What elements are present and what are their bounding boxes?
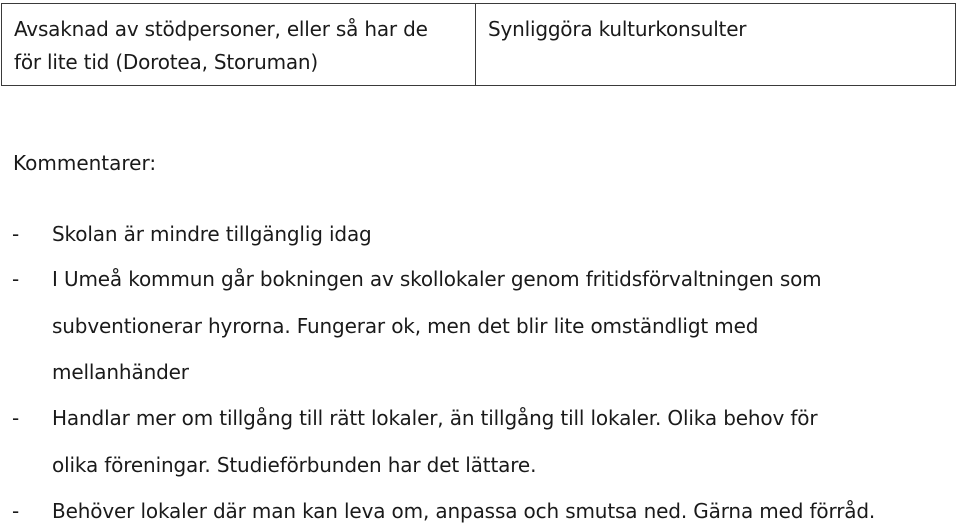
list-item-dash: - bbox=[12, 267, 20, 291]
list-item-line: olika föreningar. Studieförbunden har det lättare. bbox=[52, 453, 537, 477]
issue-table-row bbox=[1, 3, 956, 86]
table-cell-action bbox=[476, 4, 955, 85]
table-cell-problem bbox=[2, 4, 476, 85]
table-cell-problem-line-2: för lite tid (Dorotea, Storuman) bbox=[14, 50, 318, 74]
list-item-line: I Umeå kommun går bokningen av skollokaler genom fritidsförvaltningen som bbox=[52, 267, 822, 291]
table-cell-action-line-1: Synliggöra kulturkonsulter bbox=[488, 17, 747, 41]
list-item-line: Handlar mer om tillgång till rätt lokaler, än tillgång till lokaler. Olika behov för bbox=[52, 406, 818, 430]
list-item-line: Behöver lokaler där man kan leva om, anpassa och smutsa ned. Gärna med förråd. bbox=[52, 499, 876, 523]
list-item-line: mellanhänder bbox=[52, 360, 189, 384]
list-item-line: subventionerar hyrorna. Fungerar ok, men det blir lite omständligt med bbox=[52, 314, 759, 338]
list-item-dash: - bbox=[12, 222, 20, 246]
list-item-dash: - bbox=[12, 499, 20, 523]
comments-heading: Kommentarer: bbox=[13, 151, 157, 175]
list-item-line: Skolan är mindre tillgänglig idag bbox=[52, 222, 372, 246]
list-item-dash: - bbox=[12, 406, 20, 430]
table-cell-problem-line-1: Avsaknad av stödpersoner, eller så har de bbox=[14, 17, 428, 41]
